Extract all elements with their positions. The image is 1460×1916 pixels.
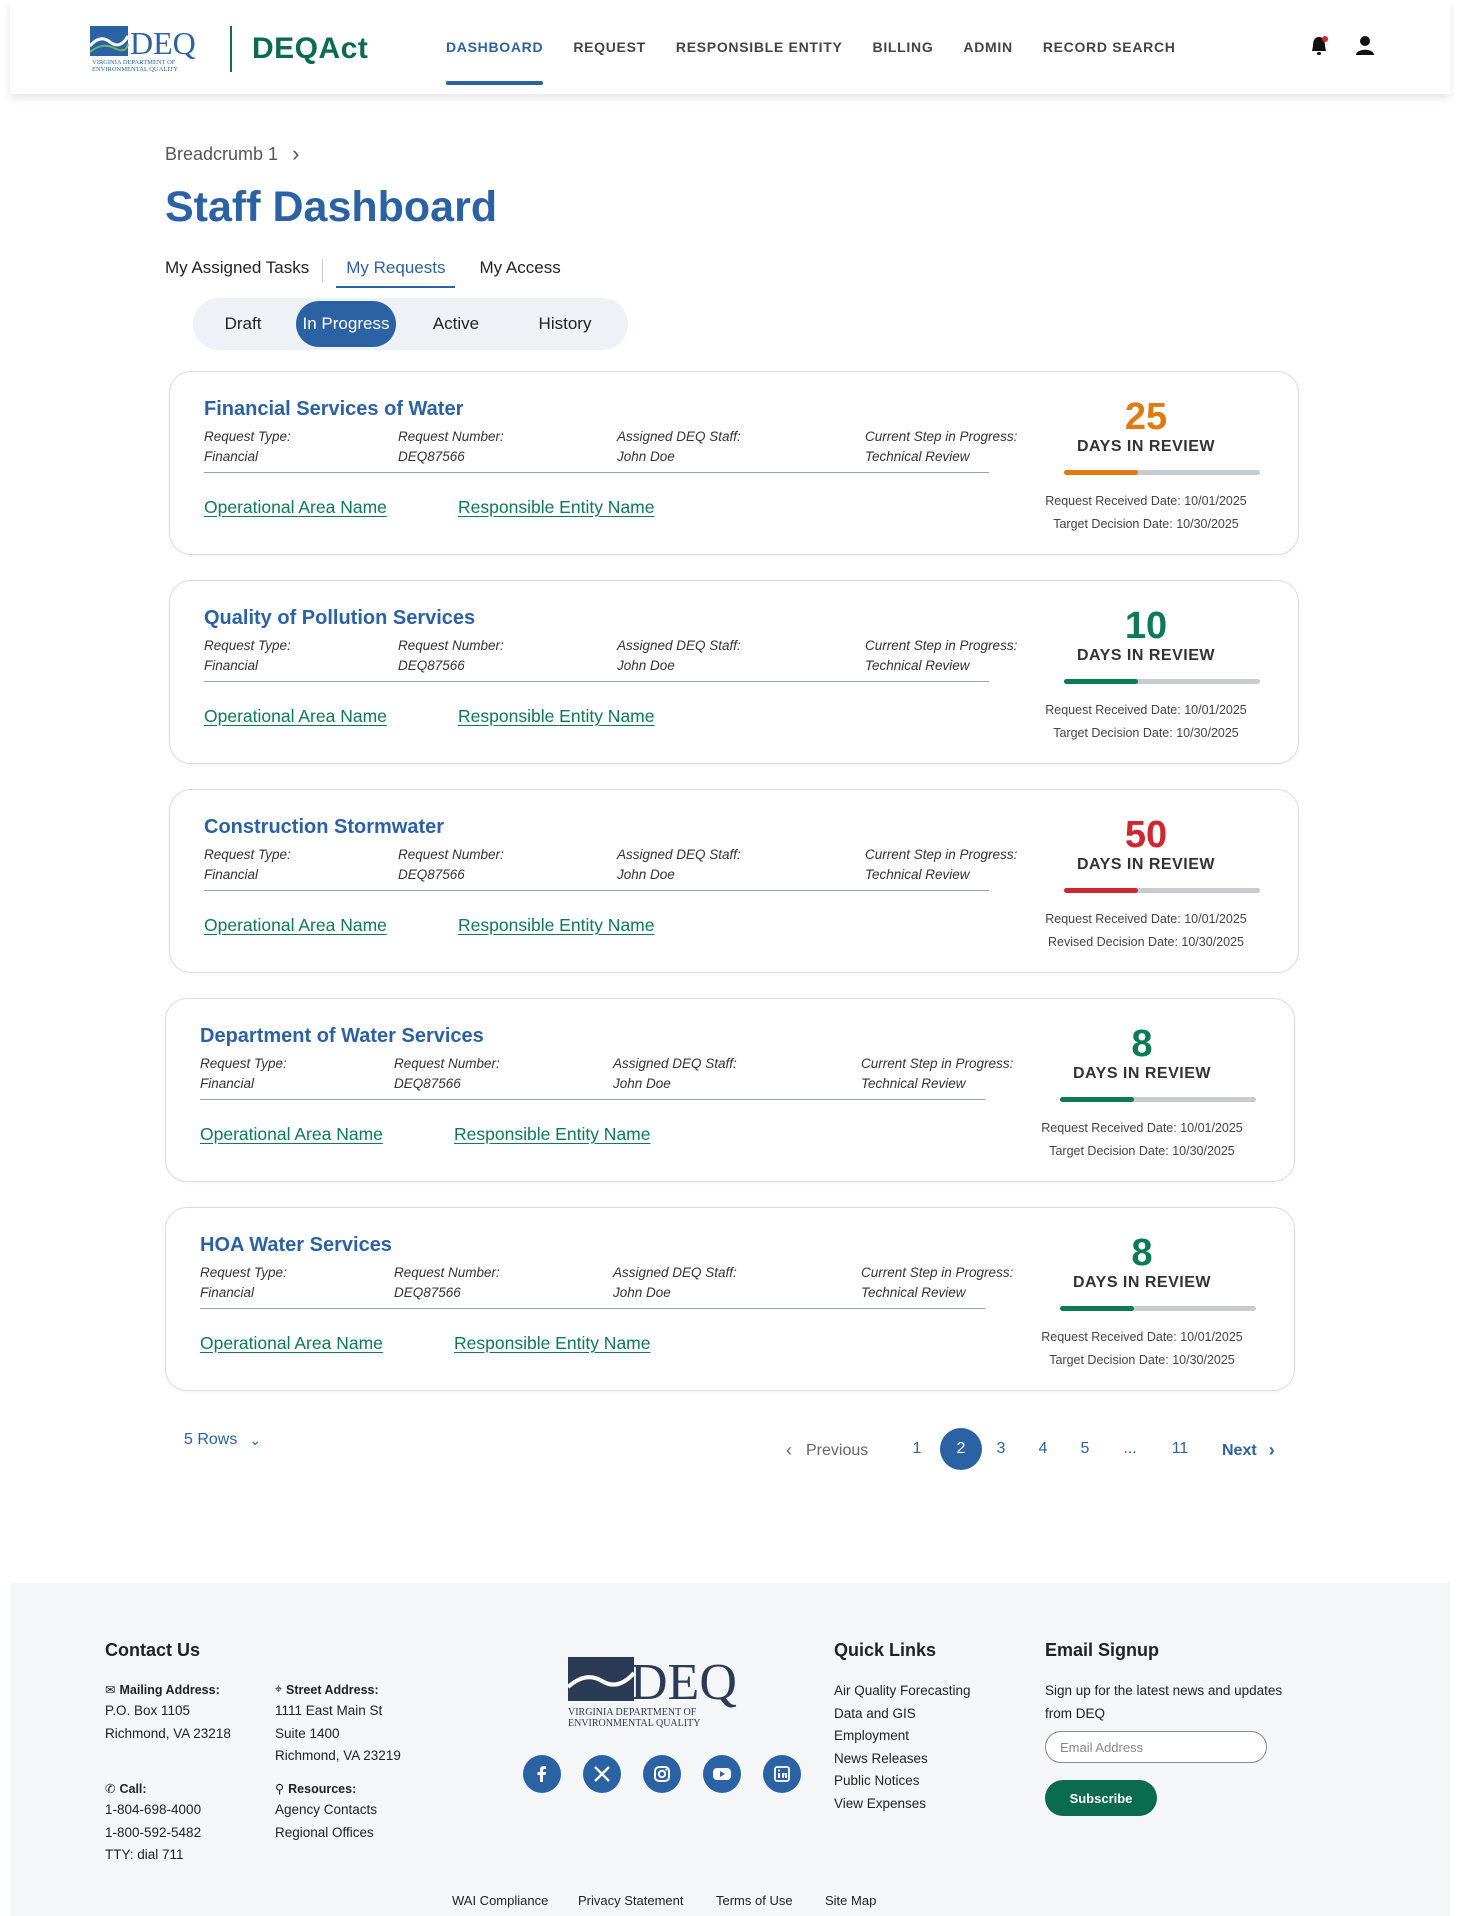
tab-my-access[interactable]: My Access <box>479 258 561 277</box>
review-progress-bar <box>1064 679 1260 684</box>
svg-text:ENVIRONMENTAL QUALITY: ENVIRONMENTAL QUALITY <box>92 66 179 73</box>
review-progress-fill <box>1064 888 1138 893</box>
review-progress-bar <box>1060 1306 1256 1311</box>
review-progress-fill <box>1060 1306 1134 1311</box>
filter-in-progress[interactable]: In Progress <box>296 301 396 347</box>
operational-area-link[interactable]: Operational Area Name <box>200 1333 383 1353</box>
quick-link[interactable]: Public Notices <box>834 1773 920 1788</box>
svg-text:VIRGINIA DEPARTMENT OF: VIRGINIA DEPARTMENT OF <box>568 1707 697 1718</box>
review-progress-bar <box>1064 470 1260 475</box>
received-date: Request Received Date: 10/01/2025 <box>1041 1330 1243 1344</box>
x-icon[interactable] <box>583 1755 621 1793</box>
footer <box>10 1583 1450 1916</box>
nav-request[interactable]: REQUEST <box>573 39 646 55</box>
tab-my-requests[interactable]: My Requests <box>342 254 455 288</box>
days-count: 25 <box>1124 396 1168 438</box>
mail-icon: ✉ <box>105 1683 116 1697</box>
request-number: Request Number: DEQ87566 <box>394 1056 500 1091</box>
terms-of-use-link[interactable]: Terms of Use <box>716 1893 793 1908</box>
phone-icon: ✆ <box>105 1782 116 1796</box>
operational-area-link[interactable]: Operational Area Name <box>200 1124 383 1144</box>
site-map-link[interactable]: Site Map <box>825 1893 877 1908</box>
operational-area-link[interactable]: Operational Area Name <box>204 497 387 517</box>
svg-text:DEQ: DEQ <box>630 1654 737 1711</box>
days-count: 10 <box>1124 605 1168 647</box>
card-divider <box>200 1099 985 1100</box>
link-icon: ⚲ <box>275 1782 285 1796</box>
regional-offices-link[interactable]: Regional Offices <box>275 1824 374 1840</box>
chevron-left-icon: ‹ <box>786 1440 792 1460</box>
quick-link[interactable]: Data and GIS <box>834 1705 916 1721</box>
location-pin-icon: ⌖ <box>275 1682 283 1696</box>
svg-text:ENVIRONMENTAL QUALITY: ENVIRONMENTAL QUALITY <box>568 1718 701 1729</box>
received-date: Request Received Date: 10/01/2025 <box>1041 1121 1243 1135</box>
filter-history[interactable]: History <box>538 314 592 333</box>
next-page-button[interactable] <box>1222 1440 1275 1461</box>
street-label: ⌖ Street Address: <box>275 1682 379 1697</box>
request-card[interactable] <box>169 580 1299 764</box>
current-step: Current Step in Progress: Technical Review <box>865 847 1018 882</box>
logo-text: DEQ <box>130 25 196 61</box>
page-ellipsis: ... <box>1123 1440 1137 1457</box>
request-card[interactable] <box>169 371 1299 555</box>
chevron-right-icon: › <box>1268 1440 1275 1460</box>
assigned-staff: Assigned DEQ Staff: John Doe <box>617 429 741 464</box>
received-date: Request Received Date: 10/01/2025 <box>1045 703 1247 717</box>
page-4-button[interactable]: 4 <box>1038 1440 1048 1457</box>
bell-icon[interactable] <box>1308 34 1330 58</box>
review-progress-fill <box>1060 1097 1134 1102</box>
responsible-entity-link[interactable]: Responsible Entity Name <box>454 1333 651 1353</box>
email-input[interactable] <box>1045 1731 1267 1763</box>
current-step: Current Step in Progress: Technical Review <box>865 429 1018 464</box>
review-progress-bar <box>1064 888 1260 893</box>
quick-links <box>834 1680 971 1815</box>
rows-label: 5 Rows <box>184 1431 238 1448</box>
filter-active[interactable]: Active <box>432 314 480 333</box>
breadcrumb-item[interactable]: Breadcrumb 1 <box>165 143 279 164</box>
app-name: DEQAct <box>252 32 369 65</box>
days-count: 50 <box>1124 814 1168 856</box>
request-card[interactable] <box>165 998 1295 1182</box>
subscribe-button[interactable]: Subscribe <box>1045 1780 1157 1816</box>
days-in-review-label: DAYS IN REVIEW <box>1073 1274 1211 1291</box>
days-in-review-label: DAYS IN REVIEW <box>1077 856 1215 873</box>
facebook-icon[interactable] <box>523 1755 561 1793</box>
email-signup-description: Sign up for the latest news and updates from DEQ <box>1045 1683 1283 1721</box>
review-progress-bar <box>1060 1097 1256 1102</box>
responsible-entity-link[interactable]: Responsible Entity Name <box>458 706 655 726</box>
request-type: Request Type: Financial <box>204 429 291 464</box>
nav-record-search[interactable]: RECORD SEARCH <box>1042 39 1176 55</box>
card-title[interactable]: Quality of Pollution Services <box>204 607 476 629</box>
received-date: Request Received Date: 10/01/2025 <box>1045 494 1247 508</box>
card-divider <box>200 1308 985 1309</box>
resources-label: ⚲ Resources: <box>275 1781 357 1796</box>
call-label: ✆ Call: <box>105 1781 147 1796</box>
review-progress-fill <box>1064 679 1138 684</box>
nav-admin[interactable]: ADMIN <box>963 39 1013 55</box>
page-11-button[interactable]: 11 <box>1171 1440 1189 1457</box>
assigned-staff: Assigned DEQ Staff: John Doe <box>613 1056 737 1091</box>
decision-date: Target Decision Date: 10/30/2025 <box>1053 517 1239 531</box>
quick-link[interactable]: Air Quality Forecasting <box>834 1683 971 1698</box>
dashboard-tabs <box>165 254 561 288</box>
chevron-down-icon: ⌄ <box>249 1431 262 1448</box>
request-number: Request Number: DEQ87566 <box>398 638 504 673</box>
chevron-right-icon: › <box>292 141 300 166</box>
page-2-button[interactable]: 2 <box>940 1428 982 1470</box>
rows-per-page-select[interactable] <box>184 1431 261 1449</box>
main-nav <box>431 0 1191 94</box>
linkedin-icon[interactable] <box>763 1755 801 1793</box>
wai-compliance-link[interactable]: WAI Compliance <box>452 1893 549 1908</box>
assigned-staff: Assigned DEQ Staff: John Doe <box>617 638 741 673</box>
days-in-review-label: DAYS IN REVIEW <box>1077 438 1215 455</box>
card-title[interactable]: Construction Stormwater <box>204 816 445 838</box>
page-title: Staff Dashboard <box>165 183 498 231</box>
decision-date: Target Decision Date: 10/30/2025 <box>1053 726 1239 740</box>
previous-label: Previous <box>806 1441 869 1459</box>
filter-draft[interactable]: Draft <box>224 314 262 333</box>
request-type: Request Type: Financial <box>204 638 291 673</box>
deq-footer-logo <box>568 1653 758 1731</box>
page-3-button[interactable]: 3 <box>996 1440 1006 1457</box>
quick-link[interactable]: View Expenses <box>834 1795 927 1811</box>
street-address: 1111 East Main St Suite 1400 Richmond, VA 23219 <box>275 1703 401 1763</box>
user-icon[interactable] <box>1354 34 1376 58</box>
decision-date: Revised Decision Date: 10/30/2025 <box>1048 935 1244 949</box>
request-number: Request Number: DEQ87566 <box>398 429 504 464</box>
call-numbers: 1-804-698-4000 1-800-592-5482 TTY: dial 711 <box>105 1802 202 1862</box>
quick-link[interactable]: News Releases <box>834 1750 928 1766</box>
email-signup-heading: Email Signup <box>1045 1640 1160 1660</box>
tab-my-assigned-tasks[interactable]: My Assigned Tasks <box>165 258 310 277</box>
card-title[interactable]: Financial Services of Water <box>204 398 464 420</box>
responsible-entity-link[interactable]: Responsible Entity Name <box>454 1124 651 1144</box>
tab-divider <box>322 259 323 283</box>
page-1-button[interactable]: 1 <box>912 1440 922 1457</box>
request-card[interactable] <box>169 789 1299 973</box>
quick-links-heading: Quick Links <box>834 1640 937 1660</box>
current-step: Current Step in Progress: Technical Review <box>861 1265 1014 1300</box>
request-number: Request Number: DEQ87566 <box>394 1265 500 1300</box>
current-step: Current Step in Progress: Technical Review <box>865 638 1018 673</box>
assigned-staff: Assigned DEQ Staff: John Doe <box>613 1265 737 1300</box>
request-type: Request Type: Financial <box>200 1056 287 1091</box>
card-divider <box>204 472 989 473</box>
card-title[interactable]: HOA Water Services <box>200 1234 392 1256</box>
contact-heading: Contact Us <box>105 1640 201 1660</box>
deq-logo[interactable] <box>90 24 210 74</box>
nav-billing[interactable]: BILLING <box>872 39 934 55</box>
received-date: Request Received Date: 10/01/2025 <box>1045 912 1247 926</box>
current-step: Current Step in Progress: Technical Review <box>861 1056 1014 1091</box>
card-title[interactable]: Department of Water Services <box>200 1025 484 1047</box>
request-card[interactable] <box>165 1207 1295 1391</box>
page-5-button[interactable]: 5 <box>1080 1440 1090 1457</box>
assigned-staff: Assigned DEQ Staff: John Doe <box>617 847 741 882</box>
days-count: 8 <box>1131 1023 1153 1065</box>
days-in-review-label: DAYS IN REVIEW <box>1077 647 1215 664</box>
breadcrumb <box>165 141 299 167</box>
top-header <box>10 0 1450 94</box>
responsible-entity-link[interactable]: Responsible Entity Name <box>458 915 655 935</box>
responsible-entity-link[interactable]: Responsible Entity Name <box>458 497 655 517</box>
status-filter <box>193 298 628 350</box>
days-in-review-label: DAYS IN REVIEW <box>1073 1065 1211 1082</box>
mailing-label: ✉ Mailing Address: <box>105 1682 220 1697</box>
svg-text:VIRGINIA DEPARTMENT OF: VIRGINIA DEPARTMENT OF <box>92 59 176 66</box>
request-type: Request Type: Financial <box>204 847 291 882</box>
request-type: Request Type: Financial <box>200 1265 287 1300</box>
youtube-icon[interactable] <box>703 1755 741 1793</box>
nav-responsible-entity[interactable]: RESPONSIBLE ENTITY <box>675 39 843 55</box>
resources-links <box>275 1799 377 1844</box>
decision-date: Target Decision Date: 10/30/2025 <box>1049 1353 1235 1367</box>
mailing-address: P.O. Box 1105 Richmond, VA 23218 <box>105 1703 231 1741</box>
privacy-statement-link[interactable]: Privacy Statement <box>578 1893 684 1908</box>
agency-contacts-link[interactable]: Agency Contacts <box>275 1802 378 1817</box>
nav-dashboard[interactable]: DASHBOARD <box>431 0 558 94</box>
operational-area-link[interactable]: Operational Area Name <box>204 915 387 935</box>
logo-divider <box>230 26 232 72</box>
next-label: Next <box>1222 1441 1257 1459</box>
operational-area-link[interactable]: Operational Area Name <box>204 706 387 726</box>
card-divider <box>204 681 989 682</box>
quick-link[interactable]: Employment <box>834 1728 910 1743</box>
review-progress-fill <box>1064 470 1138 475</box>
request-number: Request Number: DEQ87566 <box>398 847 504 882</box>
decision-date: Target Decision Date: 10/30/2025 <box>1049 1144 1235 1158</box>
days-count: 8 <box>1131 1232 1153 1274</box>
instagram-icon[interactable] <box>643 1755 681 1793</box>
card-divider <box>204 890 989 891</box>
previous-page-button[interactable] <box>786 1440 868 1461</box>
